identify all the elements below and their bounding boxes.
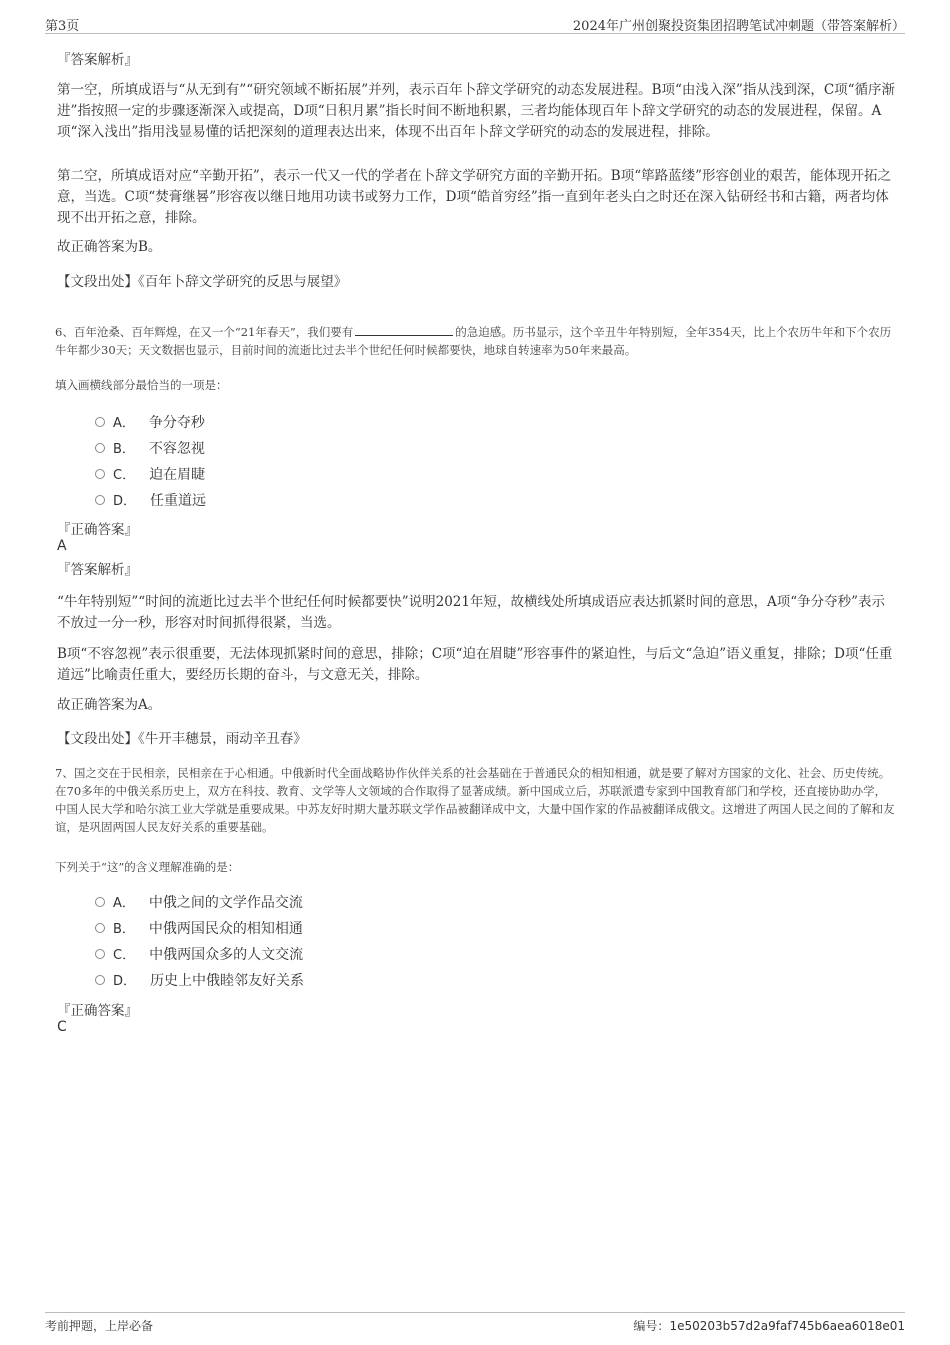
page-footer bbox=[45, 1312, 905, 1335]
footer-slogan: 考前押题，上岸必备 bbox=[45, 1319, 154, 1333]
correct-answer-label-q6: 『正确答案』 bbox=[57, 522, 138, 538]
radio-icon[interactable] bbox=[95, 443, 105, 453]
document-title: 2024年广州创聚投资集团招聘笔试冲刺题（带答案解析） bbox=[572, 19, 905, 34]
page-header bbox=[45, 13, 905, 34]
page-number: 第3页 bbox=[45, 19, 80, 34]
radio-icon[interactable] bbox=[95, 975, 105, 985]
option-c[interactable]: C． 中俄两国众多的人文交流 bbox=[95, 942, 595, 968]
analysis-label-q5: 『答案解析』 bbox=[57, 52, 138, 68]
source-q5: 【文段出处】《百年卜辞文学研究的反思与展望》 bbox=[57, 274, 348, 290]
question-7-prompt: 下列关于“这”的含义理解准确的是： bbox=[55, 860, 240, 874]
question-7-stem: 7、国之交在于民相亲，民相亲在于心相通。中俄新时代全面战略协作伙伴关系的社会基础在于普通民众的相知相通，就是要了解对方国家的文化、社会、历史传统。在70多年的中俄关系历史上，双方在科技、教育、文学等人文领域的合作取得了显著成绩。新中国成立后，苏联派遣专家到中国教育部门和学校，还直接协助办学，中国人民大学和哈尔滨工业大学就是重要成果。中苏友好时期大量苏联文学作品被翻译成中文，大量中国作家的作品被翻译成俄文。这增进了两国人民之间的了解和友谊，是巩固两国人民友好关系的重要基础。 bbox=[55, 766, 895, 834]
question-6-stem-before: 6、百年沧桑、百年辉煌，在又一个“21年春天”，我们要有 bbox=[55, 325, 354, 339]
analysis-paragraph-1-q6: “牛年特别短”“时间的流逝比过去半个世纪任何时候都要快”说明2021年短，故横线处所填成语应表达抓紧时间的意思，A项“争分夺秒”表示不放过一分一秒，形容对时间抓得很紧，当选。 bbox=[57, 594, 886, 631]
radio-icon[interactable] bbox=[95, 495, 105, 505]
answer-blank bbox=[355, 323, 453, 336]
question-6-options bbox=[95, 410, 595, 514]
radio-icon[interactable] bbox=[95, 923, 105, 933]
conclusion-q6: 故正确答案为A。 bbox=[57, 697, 162, 713]
question-6-stem-after: 的急迫感。历书显示，这个辛丑牛年特别短，全年354天，比上个农历牛年和下个农历牛年都少30天；天文数据也显示，目前时间的流逝比过去半个世纪任何时候都要快，地球自转速率为50年来最高。 bbox=[55, 325, 892, 357]
option-b[interactable]: B． 中俄两国民众的相知相通 bbox=[95, 916, 595, 942]
option-c[interactable]: C． 迫在眉睫 bbox=[95, 462, 595, 488]
analysis-paragraph-2-q6: B项“不容忽视”表示很重要，无法体现抓紧时间的意思，排除；C项“迫在眉睫”形容事件的紧迫性，与后文“急迫”语义重复，排除；D项“任重道远”比喻责任重大，要经历长期的奋斗，与文意无关，排除。 bbox=[57, 646, 893, 683]
question-6-stem bbox=[55, 323, 895, 359]
correct-answer-q6: A bbox=[57, 538, 67, 554]
option-b[interactable]: B． 不容忽视 bbox=[95, 436, 595, 462]
document-id bbox=[633, 1317, 905, 1334]
radio-icon[interactable] bbox=[95, 417, 105, 427]
radio-icon[interactable] bbox=[95, 897, 105, 907]
analysis-paragraph-2-q5: 第二空，所填成语对应“辛勤开拓”，表示一代又一代的学者在卜辞文学研究方面的辛勤开拓。B项“筚路蓝缕”形容创业的艰苦，能体现开拓之意，当选。C项“焚膏继晷”形容夜以继日地用功读书或努力工作，D项“皓首穷经”指一直到年老头白之时还在深入钻研经书和古籍，两者均体现不出开拓之意，排除。 bbox=[57, 168, 892, 226]
document-id-label: 编号： bbox=[633, 1319, 670, 1333]
option-a[interactable]: A． 争分夺秒 bbox=[95, 410, 595, 436]
correct-answer-label-q7: 『正确答案』 bbox=[57, 1003, 138, 1019]
analysis-label-q6: 『答案解析』 bbox=[57, 562, 138, 578]
option-a[interactable]: A． 中俄之间的文学作品交流 bbox=[95, 890, 595, 916]
option-d[interactable]: D． 历史上中俄睦邻友好关系 bbox=[95, 968, 595, 994]
analysis-paragraph-1-q5: 第一空，所填成语与“从无到有”“研究领域不断拓展”并列，表示百年卜辞文学研究的动态发展进程。B项“由浅入深”指从浅到深，C项“循序渐进”指按照一定的步骤逐渐深入或提高，D项“日积月累”指长时间不断地积累，三者均能体现百年卜辞文学研究的动态的发展进程，保留。A项“深入浅出”指用浅显易懂的话把深刻的道理表达出来，体现不出百年卜辞文学研究的动态的发展进程，排除。 bbox=[57, 82, 896, 140]
question-7-options bbox=[95, 890, 595, 994]
option-d[interactable]: D． 任重道远 bbox=[95, 488, 595, 514]
source-q6: 【文段出处】《牛开丰穗景，雨动辛丑春》 bbox=[57, 731, 307, 747]
radio-icon[interactable] bbox=[95, 949, 105, 959]
document-id-value: 1e50203b57d2a9faf745b6aea6018e01 bbox=[669, 1319, 905, 1333]
question-6-prompt: 填入画横线部分最恰当的一项是： bbox=[55, 378, 228, 392]
conclusion-q5: 故正确答案为B。 bbox=[57, 239, 162, 255]
radio-icon[interactable] bbox=[95, 469, 105, 479]
correct-answer-q7: C bbox=[57, 1019, 67, 1035]
